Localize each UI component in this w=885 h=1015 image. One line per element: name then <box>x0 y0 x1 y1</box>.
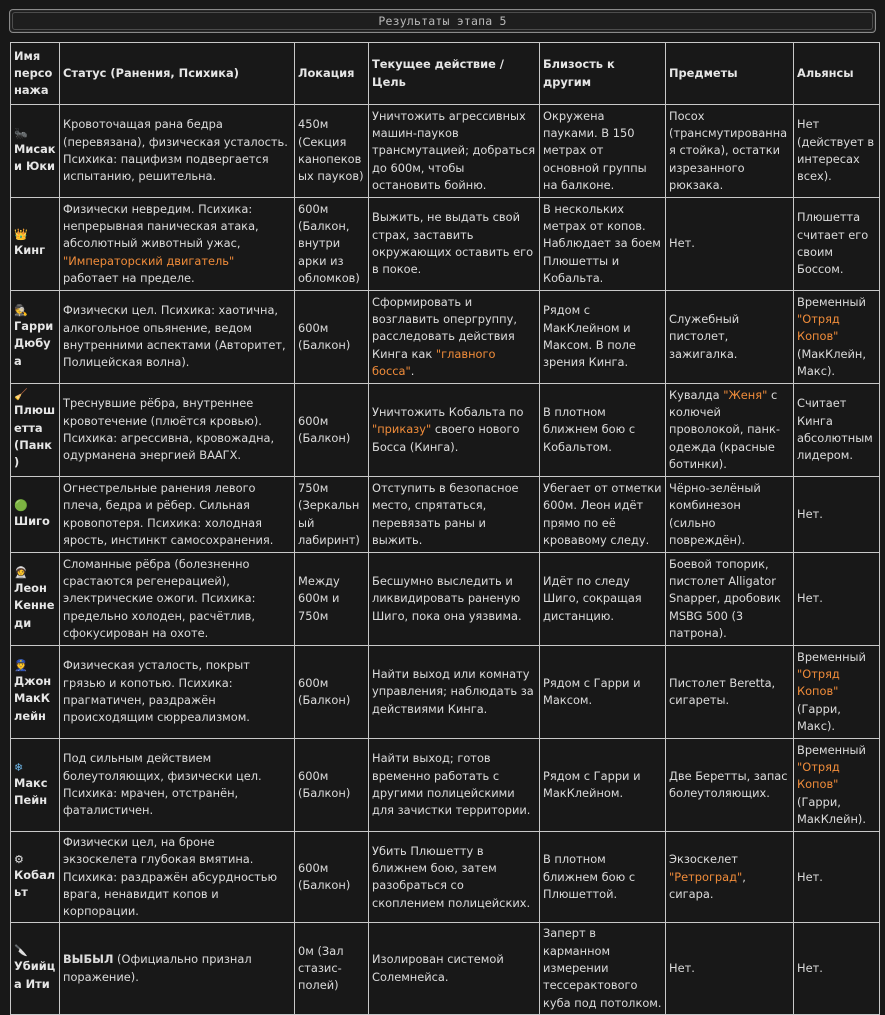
items-text-end: , сигара. <box>669 869 746 901</box>
action-cell: Убить Плюшетту в ближнем бою, затем разобраться со скоплением полицейских. <box>369 832 540 923</box>
ant-icon: 🐜 <box>14 126 28 140</box>
header-location: Локация <box>295 43 369 105</box>
action-highlight: "приказу" <box>372 422 432 437</box>
character-cell <box>11 923 60 1014</box>
character-name: Убийца Ити <box>14 959 56 991</box>
items-cell <box>666 384 794 477</box>
status-cell: Сломанные рёбра (болезненно срастаются регенерацией), электрические ожоги. Психика: предельно холоден, расчётлив, сфокусирован на охоте. <box>60 553 295 646</box>
action-cell <box>369 384 540 477</box>
location-cell: 600м (Балкон) <box>295 291 369 384</box>
items-highlight: "Женя" <box>723 387 768 402</box>
action-cell: Выжить, не выдать свой страх, заставить окружающих оставить его в покое. <box>369 198 540 291</box>
items-cell: Чёрно-зелёный комбинезон (сильно повреждён). <box>666 477 794 553</box>
character-cell <box>11 477 60 553</box>
character-cell <box>11 384 60 477</box>
table-row <box>11 105 880 198</box>
alliance-text: Временный <box>797 649 866 664</box>
table-row <box>11 198 880 291</box>
table-row <box>11 553 880 646</box>
alliances-cell: Нет. <box>794 923 880 1014</box>
location-cell: 0м (Зал стазис-полей) <box>295 923 369 1014</box>
header-proximity: Близость к другим <box>540 43 666 105</box>
broom-icon: 🧹 <box>14 388 28 402</box>
header-alliances: Альянсы <box>794 43 880 105</box>
location-cell: 600м (Балкон) <box>295 832 369 923</box>
location-cell: Между 600м и 750м <box>295 553 369 646</box>
items-cell: Пистолет Beretta, сигареты. <box>666 646 794 739</box>
character-cell <box>11 832 60 923</box>
table-row <box>11 646 880 739</box>
alliance-highlight: "Отряд Копов" <box>797 312 840 344</box>
items-cell: Нет. <box>666 198 794 291</box>
alliance-text-end: (Гарри, Макс). <box>797 701 841 733</box>
location-cell: 450м (Секция канопеков ых пауков) <box>295 105 369 198</box>
green-circle-icon: 🟢 <box>14 498 28 512</box>
action-cell: Найти выход или комнату управления; наблюдать за действиями Кинга. <box>369 646 540 739</box>
items-cell: Боевой топорик, пистолет Alligator Snapper, дробовик MSBG 500 (3 патрона). <box>666 553 794 646</box>
items-text: Кувалда <box>669 387 724 402</box>
proximity-cell: Рядом с Гарри и МакКлейном. <box>540 739 666 832</box>
alliances-cell: Плюшетта считает его своим Боссом. <box>794 198 880 291</box>
alliance-text: Временный <box>797 294 866 309</box>
location-cell: 600м (Балкон) <box>295 384 369 477</box>
location-cell: 600м (Балкон) <box>295 646 369 739</box>
status-text-end: работает на пределе. <box>63 270 195 285</box>
items-cell: Две Беретты, запас болеутоляющих. <box>666 739 794 832</box>
table-row <box>11 832 880 923</box>
items-highlight: "Ретроград" <box>669 869 743 884</box>
character-name: Джон МакКлейн <box>14 674 52 723</box>
action-text-end: . <box>410 363 415 378</box>
alliance-text-end: (Гарри, МакКлейн). <box>797 794 866 826</box>
character-name: Кобальт <box>14 867 56 900</box>
proximity-cell: Рядом с Гарри и Максом. <box>540 646 666 739</box>
proximity-cell: Убегает от отметки 600м. Леон идёт прямо по её кровавому следу. <box>540 477 666 553</box>
status-cell: Физически цел, на броне экзоскелета глубокая вмятина. Психика: раздражён абсурдностью врага, ненавидит копов и корпорации. <box>60 832 295 923</box>
table-row <box>11 291 880 384</box>
action-cell: Изолирован системой Солемнейса. <box>369 923 540 1014</box>
proximity-cell: В нескольких метрах от копов. Наблюдает за боем Плюшетты и Кобальта. <box>540 198 666 291</box>
character-cell <box>11 739 60 832</box>
alliance-highlight: "Отряд Копов" <box>797 667 840 699</box>
alliances-cell: Нет (действует в интересах всех). <box>794 105 880 198</box>
knife-icon: 🔪 <box>14 944 28 958</box>
items-cell: Служебный пистолет, зажигалка. <box>666 291 794 384</box>
action-text: Уничтожить Кобальта по <box>372 405 524 420</box>
alliances-cell <box>794 739 880 832</box>
character-cell <box>11 646 60 739</box>
items-cell: Посох (трансмутированная стойка), остатки изрезанного рюкзака. <box>666 105 794 198</box>
action-text-end: своего нового Босса (Кинга). <box>372 422 520 454</box>
status-cell <box>60 198 295 291</box>
location-cell: 600м (Балкон) <box>295 739 369 832</box>
snowflake-icon: ❄ <box>14 760 24 774</box>
proximity-cell: Заперт в карманном измерении тессерактового куба под потолком. <box>540 923 666 1014</box>
crown-icon: 👑 <box>14 228 28 242</box>
character-cell <box>11 291 60 384</box>
character-cell <box>11 198 60 291</box>
character-name: Леон Кеннеди <box>14 581 55 630</box>
page-title: Результаты этапа 5 <box>378 14 507 28</box>
table-row <box>11 477 880 553</box>
alliances-cell: Нет. <box>794 553 880 646</box>
character-name: Кинг <box>14 243 46 258</box>
table-row <box>11 923 880 1014</box>
status-text-end: (Официально признал поражение). <box>63 952 252 984</box>
action-highlight: "главного босса" <box>372 346 496 378</box>
character-cell <box>11 553 60 646</box>
alliances-cell <box>794 291 880 384</box>
proximity-cell: Идёт по следу Шиго, сокращая дистанцию. <box>540 553 666 646</box>
character-cell <box>11 105 60 198</box>
character-name: Макс Пейн <box>14 775 48 807</box>
table-row <box>11 739 880 832</box>
action-cell: Уничтожить агрессивных машин-пауков трансмутацией; добраться до 600м, чтобы остановить бойню. <box>369 105 540 198</box>
header-items: Предметы <box>666 43 794 105</box>
character-name: Плюшетта (Панк) <box>14 403 56 470</box>
alliance-highlight: "Отряд Копов" <box>797 760 840 792</box>
status-highlight: "Императорский двигатель" <box>63 253 235 268</box>
alliance-text-end: (МакКлейн, Макс). <box>797 346 866 378</box>
alliances-cell: Считает Кинга абсолютным лидером. <box>794 384 880 477</box>
action-cell: Бесшумно выследить и ликвидировать раненую Шиго, пока она уязвима. <box>369 553 540 646</box>
location-cell: 600м (Балкон, внутри арки из обломков) <box>295 198 369 291</box>
action-cell: Найти выход; готов временно работать с другими полицейскими для зачистки территории. <box>369 739 540 832</box>
action-cell: Отступить в безопасное место, спрятаться, перевязать раны и выжить. <box>369 477 540 553</box>
alliances-cell: Нет. <box>794 477 880 553</box>
alliances-cell: Нет. <box>794 832 880 923</box>
cop-icon: 👮 <box>14 659 28 673</box>
gear-icon: ⚙ <box>14 852 24 866</box>
table-row <box>11 384 880 477</box>
action-cell <box>369 291 540 384</box>
agent-icon: 🧑‍🚀 <box>14 566 28 580</box>
status-cell: Под сильным действием болеутоляющих, физически цел. Психика: мрачен, отстранён, фаталистичен. <box>60 739 295 832</box>
items-text-end: с колючей проволокой, панк-одежда (красные ботинки). <box>669 387 780 471</box>
alliance-text: Временный <box>797 742 866 757</box>
action-text: Сформировать и возглавить опергруппу, расследовать действия Кинга как <box>372 294 517 361</box>
detective-icon: 🕵 <box>14 304 28 318</box>
titlebar-inner <box>12 12 873 30</box>
table-header-row <box>11 43 880 105</box>
stage-results-titlebar <box>9 9 876 33</box>
location-cell: 750м (Зеркальный лабиринт) <box>295 477 369 553</box>
status-cell: Огнестрельные ранения левого плеча, бедра и рёбер. Сильная кровопотеря. Психика: холодная ярость, инстинкт самосохранения. <box>60 477 295 553</box>
status-cell: Физическая усталость, покрыт грязью и копотью. Психика: прагматичен, раздражён происходящим сюрреализмом. <box>60 646 295 739</box>
status-text: Физически невредим. Психика: непрерывная паническая атака, абсолютный животный ужас, <box>63 201 259 251</box>
items-cell <box>666 832 794 923</box>
status-cell: Кровоточащая рана бедра (перевязана), физическая усталость. Психика: пацифизм подвергается испытанию, решительна. <box>60 105 295 198</box>
status-cell: Треснувшие рёбра, внутреннее кровотечение (плюётся кровью). Психика: агрессивна, кровожадна, одурманена энергией ВААГХ. <box>60 384 295 477</box>
alliances-cell <box>794 646 880 739</box>
character-status-table <box>10 42 880 1015</box>
status-cell <box>60 923 295 1014</box>
header-name: Имя персонажа <box>11 43 60 105</box>
status-cell: Физически цел. Психика: хаотична, алкогольное опьянение, ведом внутренними аспектами (Авторитет, Полицейская волна). <box>60 291 295 384</box>
character-name: Гарри Дюбуа <box>14 319 54 368</box>
character-name: Шиго <box>14 513 50 528</box>
proximity-cell: В плотном ближнем бою с Плюшеттой. <box>540 832 666 923</box>
header-status: Статус (Ранения, Психика) <box>60 43 295 105</box>
proximity-cell: Рядом с МакКлейном и Максом. В поле зрения Кинга. <box>540 291 666 384</box>
character-name: Мисак и Юки <box>14 141 56 173</box>
proximity-cell: В плотном ближнем бою с Кобальтом. <box>540 384 666 477</box>
items-cell: Нет. <box>666 923 794 1014</box>
header-action: Текущее действие / Цель <box>369 43 540 105</box>
eliminated-label: ВЫБЫЛ <box>63 952 114 967</box>
proximity-cell: Окружена пауками. В 150 метрах от основной группы на балконе. <box>540 105 666 198</box>
items-text: Экзоскелет <box>669 852 738 867</box>
